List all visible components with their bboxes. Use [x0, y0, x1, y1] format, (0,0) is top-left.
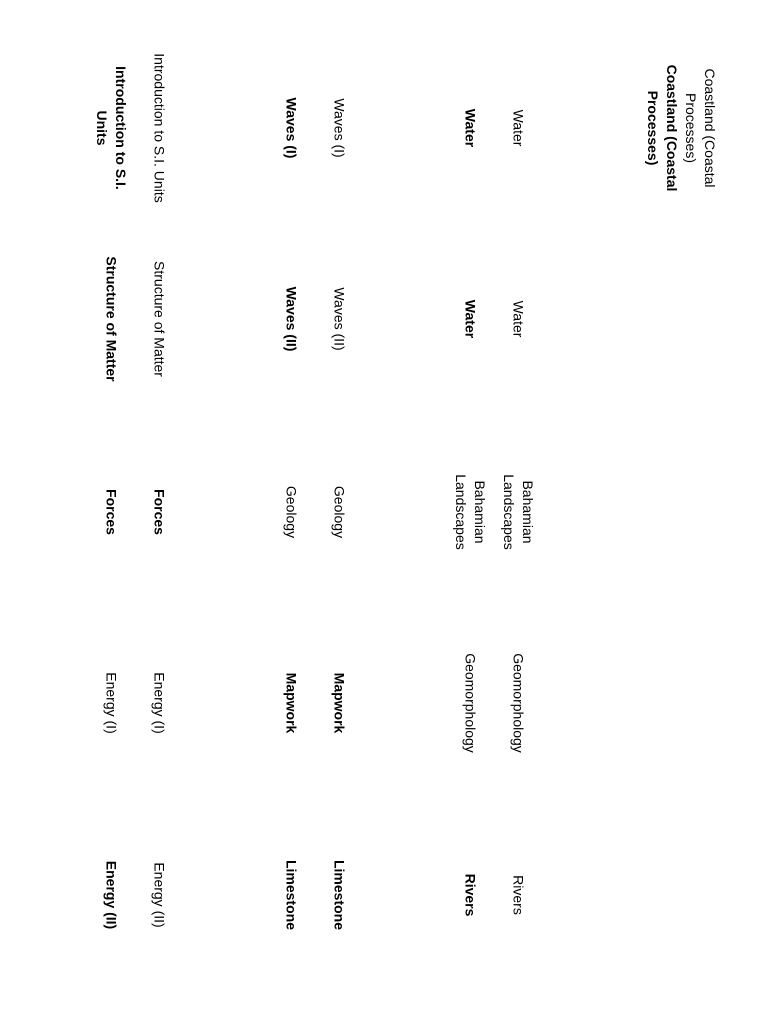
- cell-limestone-b: Limestone: [283, 859, 300, 931]
- cell-energy-1a: Energy (I): [151, 672, 168, 734]
- cell-mapwork-a: Mapwork: [331, 672, 348, 734]
- cell-rivers-a: Rivers: [510, 875, 527, 915]
- cell-waves-1a: Waves (I): [331, 98, 348, 158]
- cell-water-2b: Water: [462, 299, 479, 339]
- cell-geology-b: Geology: [283, 485, 300, 539]
- cell-waves-2b: Waves (II): [283, 286, 300, 352]
- cell-bahamian-landscapes-a: Bahamian Landscapes: [501, 474, 536, 550]
- cell-forces-b: Forces: [103, 489, 120, 535]
- cell-water-1b: Water: [462, 108, 479, 148]
- cell-geomorphology-a: Geomorphology: [510, 653, 527, 753]
- cell-energy-1b: Energy (I): [103, 672, 120, 734]
- cell-water-2a: Water: [510, 300, 527, 338]
- cell-coastland-bold: Coastland (Coastal Processes): [645, 64, 680, 192]
- cell-geomorphology-b: Geomorphology: [462, 653, 479, 753]
- cell-si-units-b: Introduction to S.I. Units: [94, 66, 129, 190]
- cell-coastland-regular: Coastland (Coastal Processes): [683, 68, 718, 188]
- cell-energy-2a: Energy (II): [151, 862, 168, 928]
- cell-rivers-b: Rivers: [462, 873, 479, 917]
- cell-mapwork-b: Mapwork: [283, 672, 300, 734]
- cell-waves-1b: Waves (I): [283, 97, 300, 159]
- cell-geology-a: Geology: [331, 485, 348, 539]
- cell-limestone-a: Limestone: [331, 859, 348, 931]
- cell-forces-a: Forces: [151, 489, 168, 535]
- cell-si-units-a: Introduction to S.I. Units: [151, 53, 168, 203]
- cell-waves-2a: Waves (II): [331, 287, 348, 351]
- cell-energy-2b: Energy (II): [103, 860, 120, 930]
- cell-structure-matter-a: Structure of Matter: [151, 261, 168, 377]
- cell-water-1a: Water: [510, 109, 527, 147]
- cell-structure-matter-b: Structure of Matter: [103, 256, 120, 382]
- cell-bahamian-landscapes-b: Bahamian Landscapes: [453, 474, 488, 550]
